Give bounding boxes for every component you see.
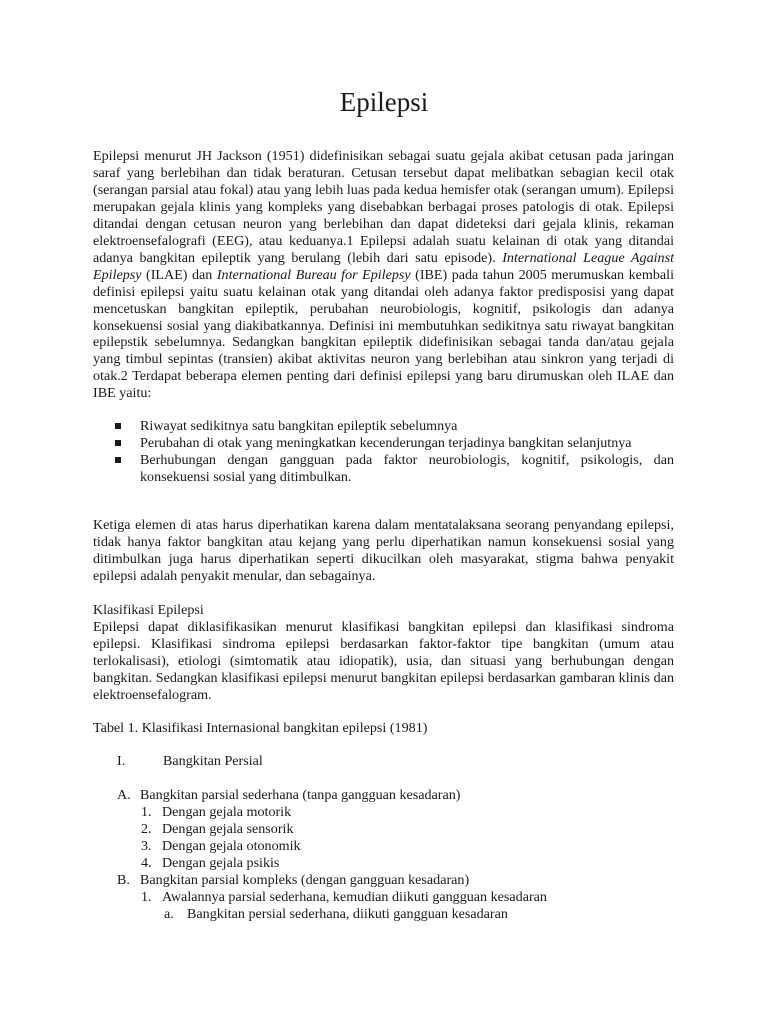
outline-marker: 1. — [141, 804, 152, 820]
outline-marker: 2. — [141, 821, 152, 837]
outline-text: Dengan gejala sensorik — [162, 821, 294, 837]
square-bullet-icon — [115, 423, 121, 429]
outline-marker: 4. — [141, 855, 152, 871]
classification-paragraph: Epilepsi dapat diklasifikasikan menurut klasifikasi bangkitan epilepsi dan klasifikasi sindroma epilepsi. Klasifikasi sindroma epilepsi berdasarkan faktor-faktor tipe bangkitan (umum atau terlokalisasi), etiologi (simtomatik atau idiopatik), usia, dan situasi yang berhubungan dengan bangkitan. Sedangkan klasifikasi epilepsi menurut bangkitan epilepsi berdasarkan gambaran klinis dan elektroensefalogram. — [93, 619, 674, 703]
outline-item-A1 — [141, 804, 291, 821]
outline-text: Bangkitan parsial sederhana (tanpa gangguan kesadaran) — [140, 787, 461, 803]
list-item-text: Riwayat sedikitnya satu bangkitan epileptik sebelumnya — [140, 418, 458, 434]
outline-item-I — [117, 753, 263, 770]
elements-paragraph: Ketiga elemen di atas harus diperhatikan karena dalam mentatalaksana seorang penyandang epilepsi, tidak hanya faktor bangkitan atau kejang yang perlu diperhatikan namun konsekuensi sosial yang ditimbulkan juga harus diperhatikan seperti dikucilkan oleh masyarakat, stigma bahwa penyakit epilepsi adalah penyakit menular, dan sebagainya. — [93, 517, 674, 584]
outline-text: Awalannya parsial sederhana, kemudian diikuti gangguan kesadaran — [162, 889, 547, 905]
intro-text-3: (IBE) pada tahun 2005 merumuskan kembali definisi epilepsi yaitu suatu kelainan otak yang ditandai oleh adanya faktor predisposisi yang dapat mencetuskan bangkitan epileptik, perubahan neurobiologis, kognitif, psikologis dan adanya konsekuensi sosial yang diakibatkannya. Definisi ini membutuhkan sedikitnya satu riwayat bangkitan epilepstik sebelumnya. Sedangkan bangkitan epileptik didefinisikan sebagai tanda dan/atau gejala yang timbul sepintas (transien) akibat aktivitas neuron yang berlebihan atau sinkron yang terjadi di otak.2 Terdapat beberapa elemen penting dari definisi epilepsi yang baru dirumuskan oleh ILAE dan IBE yaitu: — [93, 266, 674, 402]
outline-marker: 3. — [141, 838, 152, 854]
outline-item-A3 — [141, 838, 301, 855]
outline-text: Dengan gejala otonomik — [162, 838, 301, 854]
ilae-name: International League Against Epilepsy — [93, 249, 674, 283]
intro-paragraph — [93, 148, 674, 402]
intro-text-1: Epilepsi menurut JH Jackson (1951) didefinisikan sebagai suatu gejala akibat cetusan pada jaringan saraf yang berlebihan dan tidak beraturan. Cetusan tersebut dapat melibatkan sebagian kecil otak (serangan parsial atau fokal) atau yang lebih luas pada kedua hemisfer otak (serangan umum). Epilepsi merupakan gejala klinis yang kompleks yang disebabkan berbagai proses patologis di otak. Epilepsi ditandai dengan cetusan neuron yang berlebihan dan dapat dideteksi dari gejala klinis, rekaman elektroensefalografi (EEG), atau keduanya.1 Epilepsi adalah suatu kelainan di otak yang ditandai adanya bangkitan epileptik yang berulang (lebih dari satu episode). — [93, 148, 674, 266]
outline-marker: 1. — [141, 889, 152, 905]
outline-marker: a. — [164, 906, 174, 922]
outline-text: Bangkitan persial sederhana, diikuti gangguan kesadaran — [187, 906, 508, 922]
outline-item-A — [117, 787, 461, 804]
document-title: Epilepsi — [339, 87, 429, 117]
outline-item-B — [117, 872, 469, 889]
list-item — [113, 418, 674, 435]
ibe-name: International Bureau for Epilepsy — [216, 266, 411, 283]
list-item — [113, 452, 674, 486]
outline-text: Bangkitan Persial — [163, 753, 263, 769]
list-item — [113, 435, 674, 452]
outline-marker: B. — [117, 872, 130, 888]
definition-elements-list — [113, 418, 674, 486]
outline-marker: A. — [117, 787, 131, 803]
section-heading: Klasifikasi Epilepsi — [93, 602, 204, 618]
outline-item-B1 — [141, 889, 547, 906]
square-bullet-icon — [115, 457, 121, 463]
outline-text: Dengan gejala motorik — [162, 804, 292, 820]
outline-text: Dengan gejala psikis — [162, 855, 280, 871]
outline-item-B1a — [164, 906, 508, 923]
outline-item-A2 — [141, 821, 294, 838]
outline-marker: I. — [117, 753, 126, 769]
list-item-text: Perubahan di otak yang meningkatkan kecenderungan terjadinya bangkitan selanjutnya — [140, 434, 632, 451]
table-caption: Tabel 1. Klasifikasi Internasional bangkitan epilepsi (1981) — [93, 720, 428, 736]
intro-text-2: (ILAE) dan — [141, 266, 217, 283]
outline-text: Bangkitan parsial kompleks (dengan gangguan kesadaran) — [140, 872, 470, 888]
square-bullet-icon — [115, 440, 121, 446]
list-item-text: Berhubungan dengan gangguan pada faktor neurobiologis, kognitif, psikologis, dan konsekuensi sosial yang ditimbulkan. — [140, 451, 674, 485]
outline-item-A4 — [141, 855, 279, 872]
